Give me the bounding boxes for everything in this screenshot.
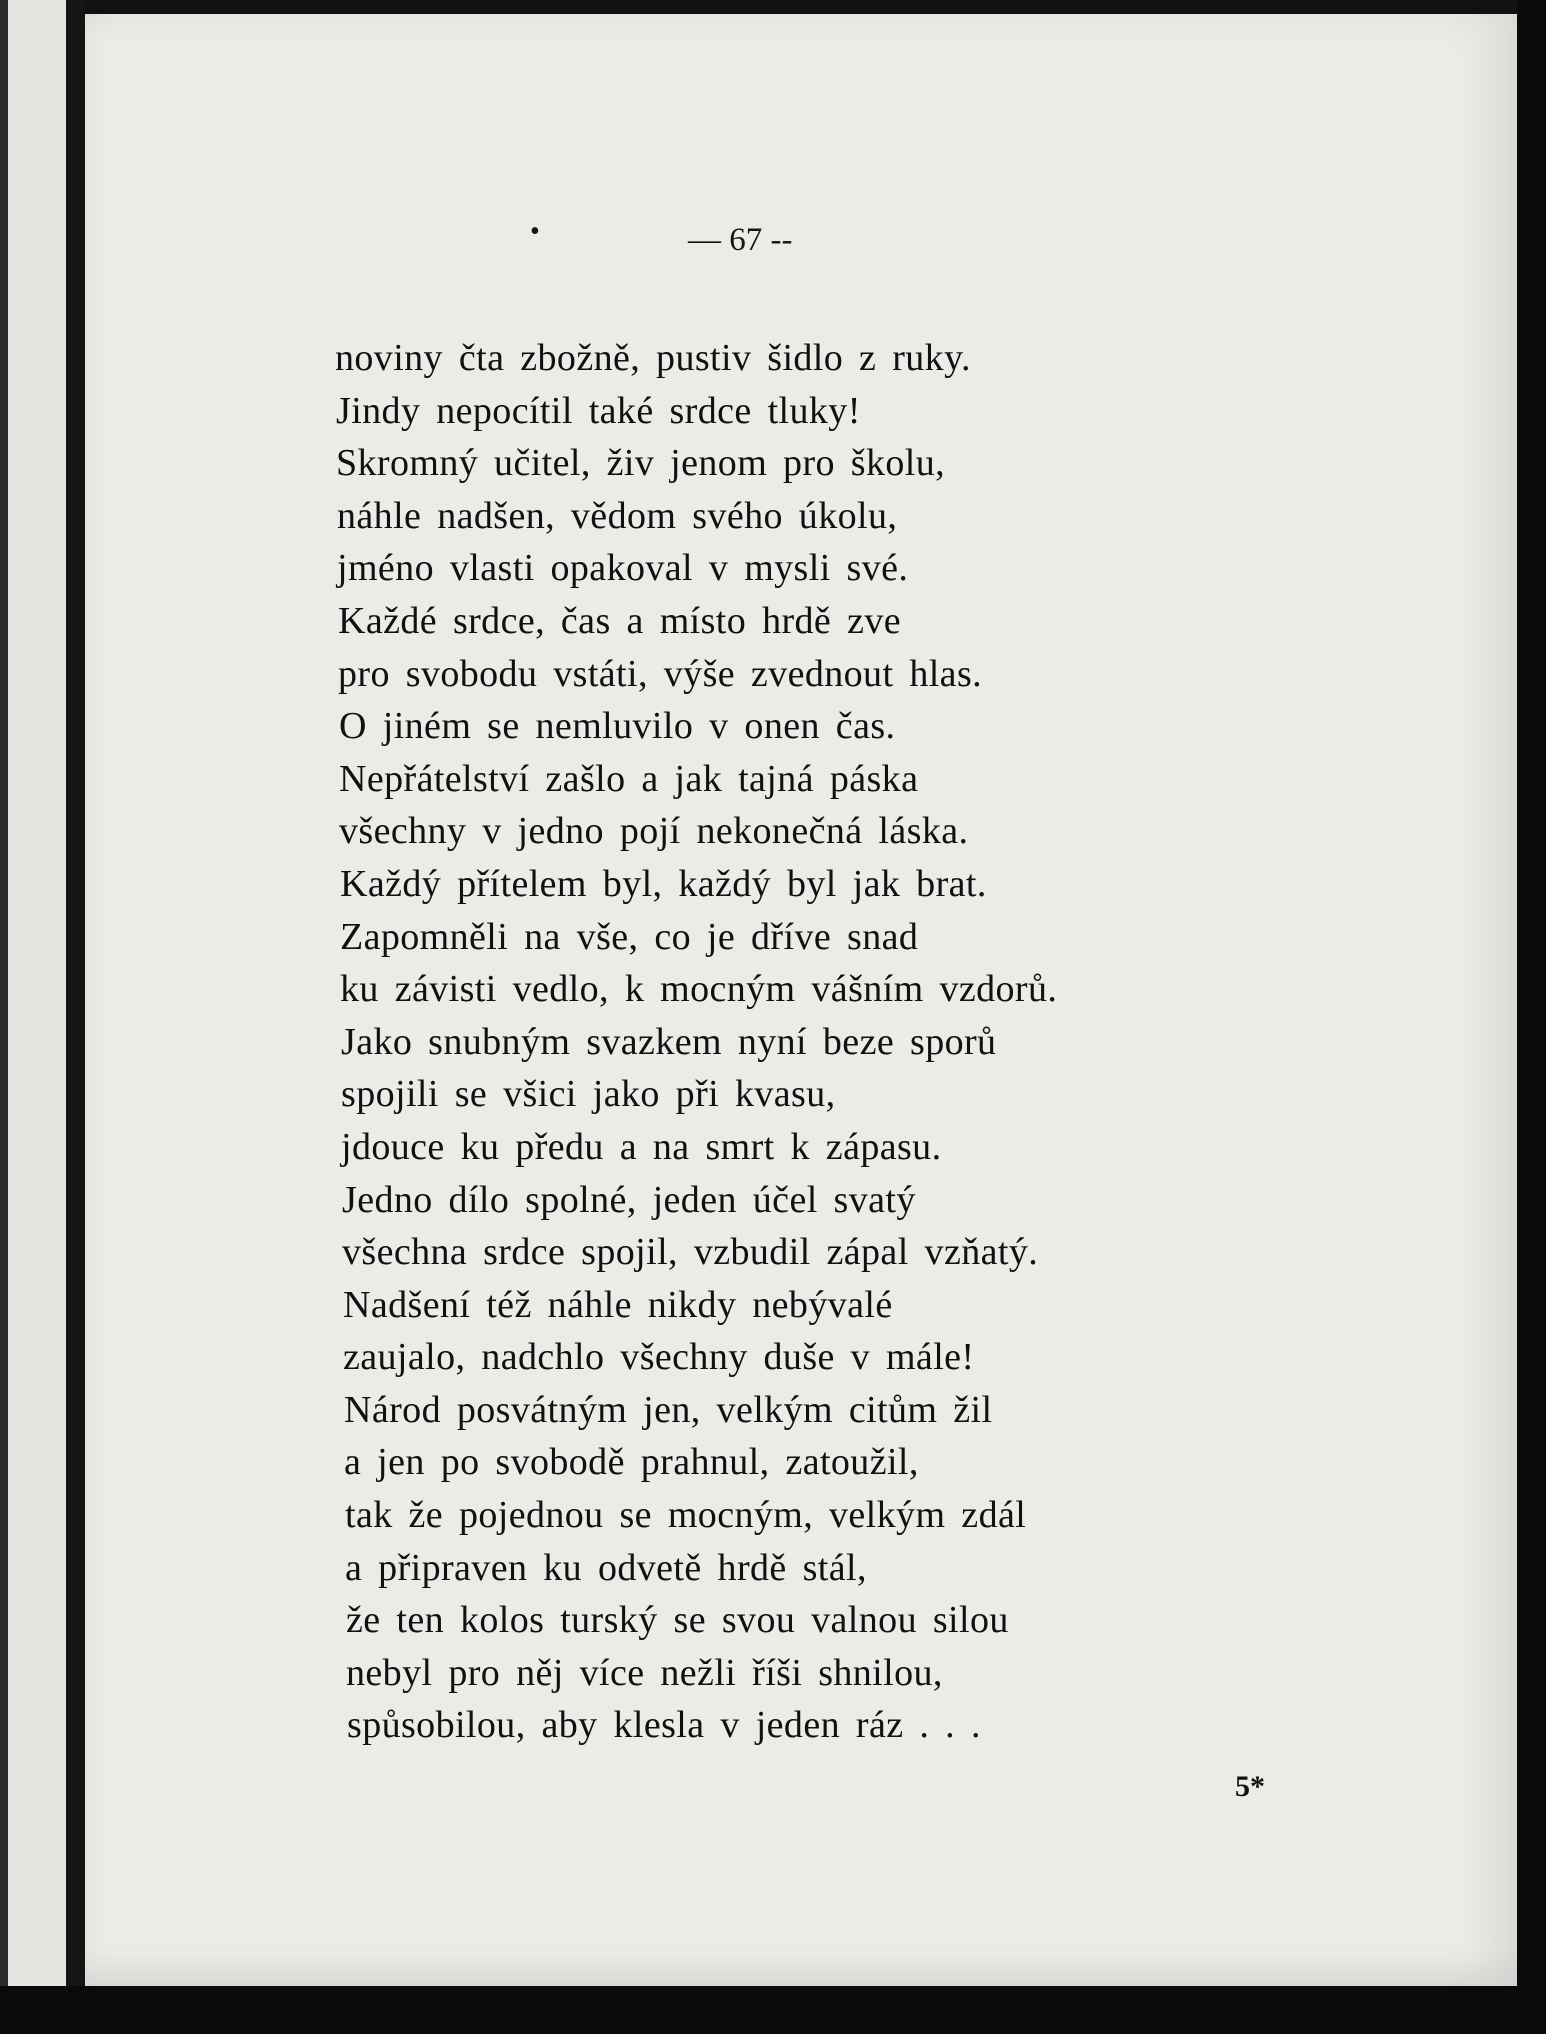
poem-line: nebyl pro něj více nežli říši shnilou, bbox=[346, 1651, 943, 1694]
poem-line: Každé srdce, čas a místo hrdě zve bbox=[338, 599, 902, 642]
right-page-edge bbox=[1517, 0, 1546, 2034]
poem-line: spůsobilou, aby klesla v jeden ráz . . . bbox=[347, 1704, 981, 1747]
page-number: — 67 -- bbox=[688, 222, 793, 258]
poem-line: pro svobodu vstáti, výše zvednout hlas. bbox=[338, 652, 983, 695]
poem-line: Národ posvátným jen, velkým citům žil bbox=[344, 1388, 993, 1431]
poem-line: že ten kolos turský se svou valnou silou bbox=[346, 1599, 1009, 1642]
signature-mark: 5* bbox=[1235, 1770, 1265, 1803]
poem-line: Skromný učitel, živ jenom pro školu, bbox=[336, 442, 946, 485]
poem-line: ku závisti vedlo, k mocným vášním vzdorů. bbox=[340, 968, 1058, 1011]
poem-line: Nadšení též náhle nikdy nebývalé bbox=[343, 1283, 893, 1326]
poem-line: O jiném se nemluvilo v onen čas. bbox=[339, 705, 896, 748]
poem-line: jdouce ku předu a na smrt k zápasu. bbox=[341, 1125, 942, 1168]
poem-line: noviny čta zbožně, pustiv šidlo z ruky. bbox=[335, 337, 971, 379]
poem-line: Každý přítelem byl, každý byl jak brat. bbox=[340, 862, 987, 905]
poem-line: jméno vlasti opakoval v mysli své. bbox=[337, 547, 909, 590]
poem-line: Nepřátelství zašlo a jak tajná páska bbox=[339, 757, 919, 800]
poem-line: všechny v jedno pojí nekonečná láska. bbox=[339, 810, 969, 853]
poem-text bbox=[335, 332, 1335, 1752]
poem-line: Jedno dílo spolné, jeden účel svatý bbox=[342, 1178, 916, 1221]
poem-line: spojili se všici jako při kvasu, bbox=[341, 1073, 836, 1116]
poem-line: zaujalo, nadchlo všechny duše v mále! bbox=[343, 1336, 975, 1379]
previous-page-edge bbox=[0, 0, 85, 2034]
poem-line: všechna srdce spojil, vzbudil zápal vzňatý. bbox=[342, 1231, 1039, 1274]
bottom-page-edge bbox=[0, 1986, 1546, 2034]
poem-line: Jindy nepocítil také srdce tluky! bbox=[336, 389, 861, 432]
poem-line: a připraven ku odvetě hrdě stál, bbox=[345, 1546, 867, 1589]
poem-line: náhle nadšen, vědom svého úkolu, bbox=[337, 494, 898, 537]
poem-line: Jako snubným svazkem nyní beze sporů bbox=[341, 1020, 997, 1063]
poem-line: a jen po svobodě prahnul, zatoužil, bbox=[344, 1441, 919, 1484]
poem-line: Zapomněli na vše, co je dříve snad bbox=[340, 915, 919, 958]
poem-line: tak že pojednou se mocným, velkým zdál bbox=[345, 1494, 1027, 1537]
stray-mark: • bbox=[530, 216, 540, 247]
